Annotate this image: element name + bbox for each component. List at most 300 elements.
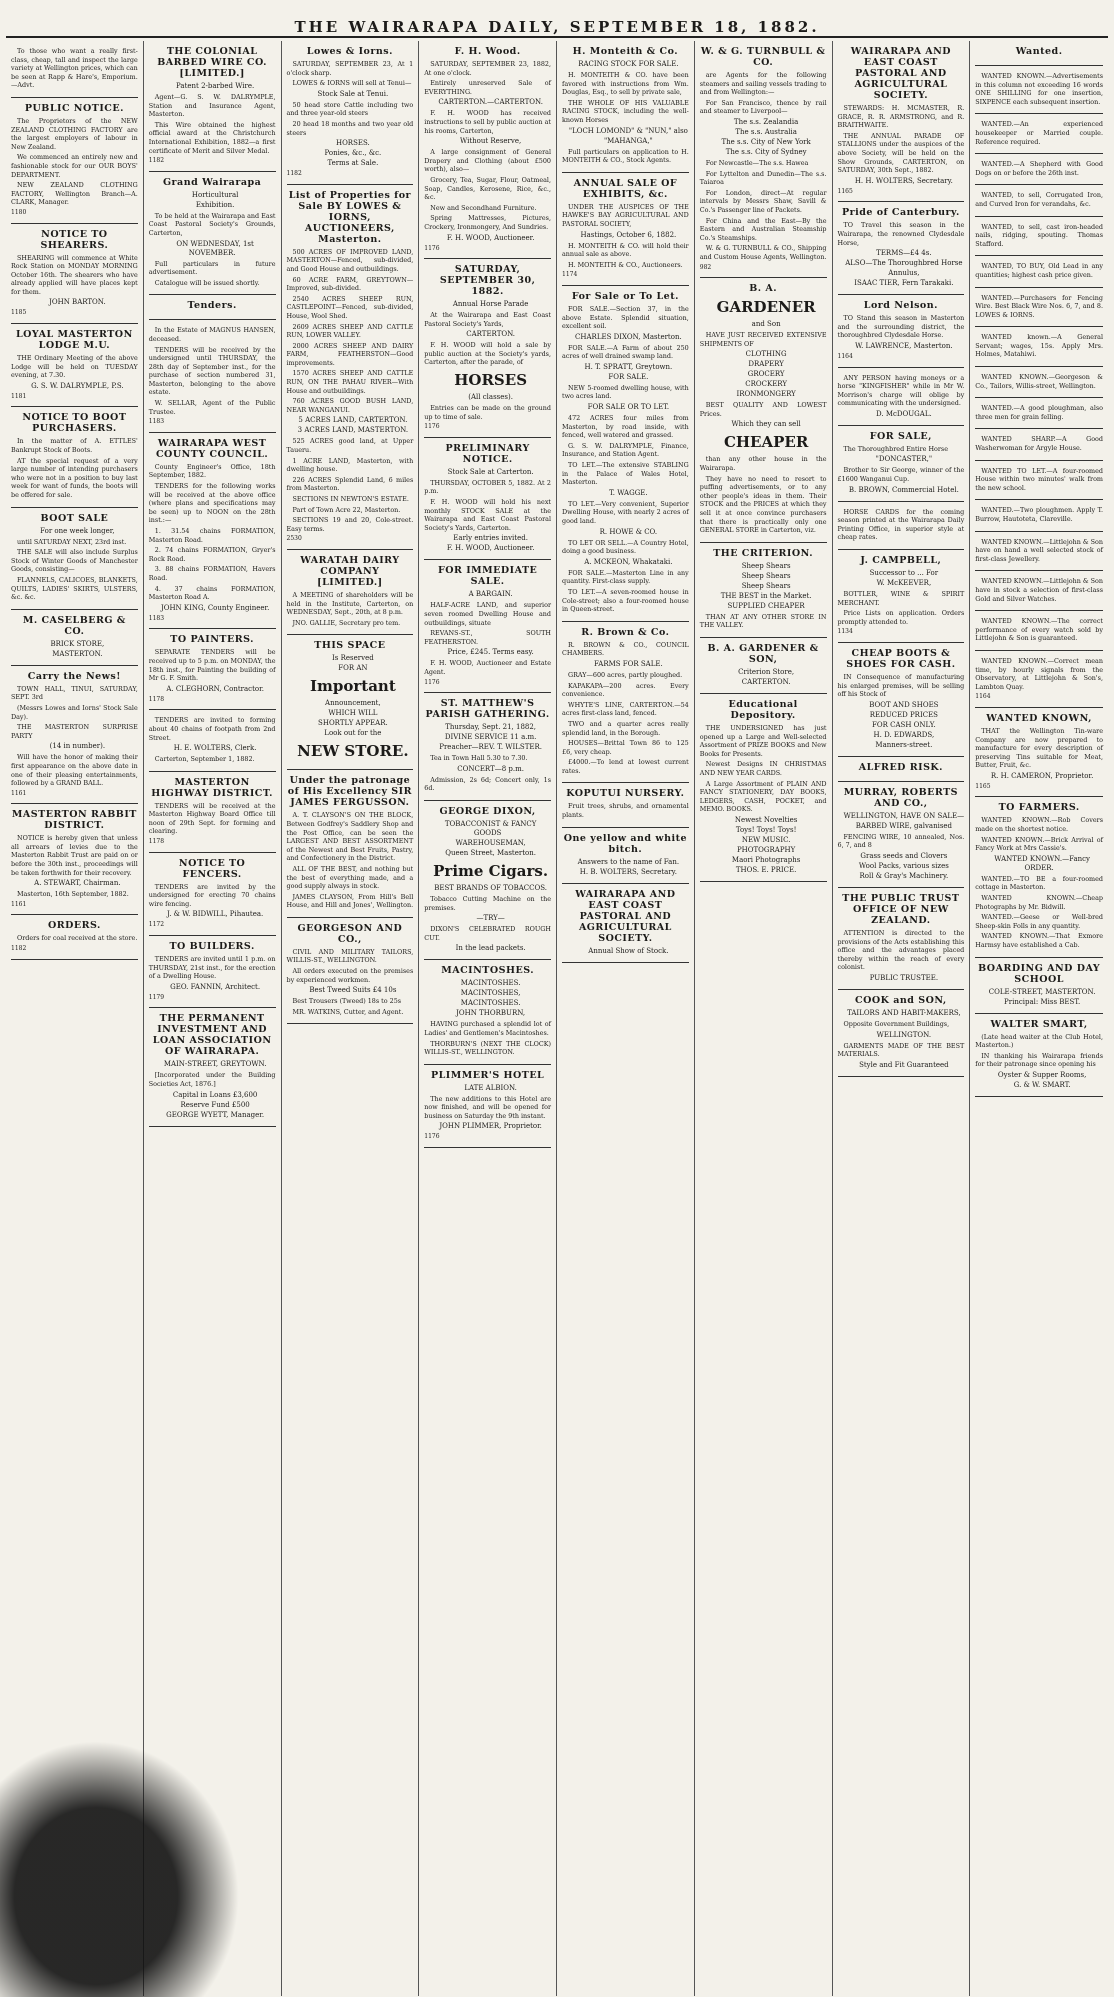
ad-text: KAPAKAPA—200 acres. Every convenience. [562,681,689,699]
ad-text: STEWARDS: H. MCMASTER, R. GRACE, R. R. ARMSTRONG, and R. BRAITHWAITE. [837,104,965,130]
ad-text: Terms at Sale. [327,159,379,168]
ad-text: ALSO—The Thoroughbred Horse [845,259,963,268]
ad-text: T. WAGGE. [609,488,648,497]
ad-text: RACING STOCK FOR SALE. [578,60,679,68]
ad-text: W. SELLAR, Agent of the Public Trustee. [148,399,276,416]
ad-heading: WAIRARAPA AND EAST COAST PASTORAL AND AGRICULTURAL SOCIETY. [850,46,952,101]
ad-reference-number: 1179 [148,993,165,1001]
advertisement [149,1008,276,1126]
ad-text: TENDERS are invited until 1 p.m. on THURSDAY, 21st inst., for the erection of a Dwelling House. [148,955,276,981]
advertisement [838,502,965,550]
ad-text: SATURDAY, SEPTEMBER 23, 1882, At one o'clock. [424,60,551,77]
ad-text: 2609 ACRES SHEEP AND CATTLE RUN, LOWER VALLEY. [286,322,414,340]
ad-heading: MASTERTON HIGHWAY DISTRICT. [151,776,273,799]
column-6 [695,41,833,1996]
ad-text: All orders executed on the premises by experienced workmen. [286,967,414,984]
ad-text: WANTED, TO BUY, Old Lead in any quantities; highest cash price given. [975,262,1103,279]
advertisement [562,783,689,827]
ad-text: IN thanking his Wairarapa friends for their patronage since opening his [975,1051,1103,1069]
ad-text: WANTED KNOWN.—Cheap Photographs by Mr. Bidwill. [975,894,1103,911]
ad-heading: THIS SPACE [314,640,386,652]
ad-text: GARDENER [716,298,816,317]
advertisement [424,693,551,801]
masthead-title: THE WAIRARAPA DAILY, SEPTEMBER 18, 1882. [294,18,820,36]
ad-text: W. McKEEVER, [876,579,932,588]
ad-text: For San Francisco, thence by rail and steamer to Liverpool— [699,98,827,116]
ad-text: In the Estate of MAGNUS HANSEN, deceased. [148,326,276,343]
ad-text: HALF-ACRE LAND, and superior seven roomed Dwelling House and outbuildings, situate [424,601,551,627]
ad-text: are Agents for the following steamers and sailing vessels trading to and from Wellington:— [699,71,827,97]
ad-text: Ponies, &c., &c. [324,149,382,158]
ad-text: THE SALE will also include Surplus Stock of Winter Goods of Manchester Goods, consisting— [11,548,138,574]
ad-text: HORSES [454,371,528,390]
ad-reference-number: 1161 [11,789,27,797]
ad-text: WANTED TO LET.—A four-roomed House within two minutes' walk from the new school. [975,466,1103,492]
ad-text: Part of Town Acre 22, Masterton. [292,505,401,514]
advertisement [11,41,138,98]
ad-text: THAT the Wellington Tin-ware Company are now prepared to manufacture for every description of preserving Tins suitable for Meat, Butter, Fruit, &c. [975,726,1103,770]
advertisement [975,611,1103,651]
ad-text: Sheep Shears [741,561,791,570]
ad-text: WANTED KNOWN.—Littlejohn & Son have in stock a selection of first-class Gold and Silver Watches. [975,577,1103,603]
ad-heading: ANNUAL SALE OF EXHIBITS, &c. [573,177,678,200]
ad-text: THE UNDERSIGNED has just opened up a Large and Well-selected Assortment of PRIZE BOOKS and New Books for Presents. [699,724,827,758]
ad-text: NEW MUSIC. [741,835,791,844]
ad-text: than any other house in the Wairarapa. [699,455,827,473]
advertisement [424,960,551,1064]
ad-text: NEW 5-roomed dwelling house, with two acres land. [562,383,689,401]
ad-reference-number: 1134 [837,628,853,636]
ad-heading: Pride of Canterbury. [841,207,960,219]
ad-text: CONCERT—8 p.m. [457,764,524,773]
ad-text: AT the special request of a very large number of intending purchasers who were not in a position to buy last week for want of funds, the boots will be offered for sale. [11,456,138,499]
ad-text: Hastings, October 6, 1882. [580,230,677,239]
ad-text: BRICK STORE, [50,639,105,648]
ad-text: FOR AN [338,664,368,673]
ad-text: F. H. WOOD will hold his next monthly STOCK SALE at the Wairarapa and East Coast Pastoral Society's Yards, Carterton. [424,498,551,532]
ad-text: CHARLES DIXON, Masterton. [575,332,682,341]
column-4 [419,41,557,1996]
advertisement [975,217,1103,257]
ad-heading: B. A. [749,283,778,295]
ad-reference-number: 1165 [837,187,853,195]
ad-text: BOTTLER, WINE & SPIRIT MERCHANT. [837,590,965,607]
ad-text: and Son [751,320,781,329]
ad-text: WANTED SHARP.—A Good Washerwoman for Argyle House. [975,435,1103,453]
ad-text: 50 head store Cattle including two and three year-old steers [286,100,414,118]
ad-text: (All classes). [468,393,513,402]
ad-text: SATURDAY, SEPTEMBER 23, At 1 o'clock sharp. [286,60,414,77]
ad-heading: Carry the News! [27,670,121,682]
ad-text: F. H. WOOD will hold a sale by public auction at the Society's yards, Carterton, after the parade, of [424,341,551,367]
advertisement [838,782,965,888]
ad-text: GRAY—600 acres, partly ploughed. [568,670,683,679]
ad-text: WANTED.—Two ploughmen. Apply T. Burrow, Hautoteta, Clareville. [975,506,1103,523]
ad-text: HOUSES—Brittal Town 86 to 125 £6, very cheap. [562,739,689,756]
advertisement [287,550,414,635]
advertisement [838,368,965,426]
ad-text: MACINTOSHES. [460,979,521,988]
ad-text: Full particulars on application to H. MONTEITH & CO., Stock Agents. [562,147,689,165]
advertisement [975,708,1103,798]
ad-text: FOR SALE.—A Farm of about 250 acres of well drained swamp land. [562,343,689,361]
advertisement [11,915,138,959]
ad-text: The s.s. Australia [735,127,797,136]
ad-text: 3. 88 chains FORMATION, Havers Road. [148,565,276,582]
ad-heading: Lord Nelson. [863,300,938,312]
ad-text: The s.s. City of New York [721,137,811,146]
ad-text: H. T. SPRATT, Greytown. [584,362,673,371]
ad-reference-number: 1174 [562,271,578,279]
ad-text: Best Tweed Suits £4 10s [309,986,397,995]
ad-text: HAVING purchased a splendid lot of Ladies' and Gentlemen's Macintoshes. [424,1020,551,1037]
advertisement [975,651,1103,708]
ad-reference-number: 1178 [148,695,165,703]
ad-text: GEORGE WYETT, Manager. [166,1110,265,1119]
ad-text: Announcement, [325,699,381,708]
ad-text: Entries can be made on the ground up to time of sale. [424,404,551,421]
ad-heading: GEORGE DIXON, [439,805,536,817]
ad-text: H. D. EDWARDS, [873,730,935,739]
ad-heading: WARATAH DAIRY COMPANY [LIMITED.] [300,554,400,588]
ad-heading: GEORGESON AND CO., [297,922,403,945]
advertisement [287,635,414,770]
ad-heading: NOTICE TO SHEARERS. [40,228,109,251]
ad-heading: THE CRITERION. [713,547,814,559]
masthead [6,6,1108,38]
ad-text: Successor to ... For [869,569,939,578]
ad-heading: NOTICE TO BOOT PURCHASERS. [22,412,127,435]
ad-text: Roll & Gray's Machinery. [859,871,949,880]
ad-text: WANTED.—Purchasers for Fencing Wire. Best Black Wire Nos. 6, 7, and 8. LOWES & IORNS. [975,293,1103,319]
advertisement [149,41,276,172]
ad-text: Entirely unreserved Sale of EVERYTHING. [424,79,551,96]
ad-text: A large consignment of General Drapery and Clothing (about £500 worth), also— [424,148,551,174]
ad-text: DIVINE SERVICE 11 a.m. [444,733,537,742]
advertisement [838,41,965,202]
advertisement [975,185,1103,216]
ad-heading: KOPUTUI NURSERY. [566,788,685,800]
ad-heading: Tenders. [187,300,237,312]
ad-text: CIVIL AND MILITARY TAILORS, WILLIS-ST., WELLINGTON. [286,947,414,965]
ad-text: TENDERS will be received at the Masterton Highway Board Office till noon of 29th Sept. for forming and clearing. [148,801,276,836]
ad-text: 3 ACRES LAND, MASTERTON. [297,426,409,435]
advertisement [838,202,965,295]
ad-text: Queen Street, Masterton. [445,848,536,857]
ad-text: County Engineer's Office, 18th September, 1882. [148,462,276,480]
ad-text: Important [309,677,396,696]
ad-text: BOOT AND SHOES [869,700,939,709]
ad-text: JOHN PLIMMER, Proprietor. [439,1122,542,1131]
advertisement [11,98,138,224]
ad-heading: PUBLIC NOTICE. [24,102,124,114]
ad-text: Best Trousers (Tweed) 18s to 25s [292,997,402,1006]
ad-heading: For Sale or To Let. [571,290,679,302]
ad-text: DIXON'S CELEBRATED ROUGH CUT. [424,925,551,942]
ad-text: WELLINGTON, HAVE ON SALE— [843,811,965,820]
ad-text: CARTERTON. [741,678,791,686]
ad-reference-number: 1176 [424,678,440,686]
advertisement [562,41,689,173]
ad-heading: PLIMMER'S HOTEL [430,1069,545,1081]
ad-text: WANTED.—A Shepherd with Good Dogs on or before the 26th inst. [975,160,1103,177]
ad-text: FARMS FOR SALE. [594,659,663,668]
ad-text: FOR SALE.—Section 37, in the above Estate. Splendid situation, excellent soil. [562,304,689,331]
ad-heading: R. Brown & Co. [581,626,670,638]
ad-text: The new additions to this Hotel are now finished, and will be opened for business on Saturday the 9th instant. [424,1094,551,1120]
ad-text: WANTED known.—A General Servant; wages, 15s. Apply Mrs. Holmes, Matahiwi. [975,333,1103,359]
ad-text: THAN AT ANY OTHER STORE IN THE VALLEY. [699,612,827,630]
ad-text: Early entries invited. [453,534,528,543]
ad-text: H. MONTEITH & CO. will hold their annual sale as above. [562,241,689,259]
ad-text: SECTIONS 19 and 20, Cole-street. Easy terms. [286,516,414,533]
advertisement [287,41,414,185]
ad-text: G. & W. SMART. [1013,1080,1071,1089]
advertisement [287,770,414,918]
ad-text: Which they can sell [731,420,801,429]
advertisement [975,114,1103,154]
ad-heading: WAIRARAPA WEST COUNTY COUNCIL. [155,437,269,460]
ad-text: Opposite Government Buildings, [843,1019,950,1028]
ad-text: Annual Horse Parade [452,300,529,309]
advertisement [700,41,827,278]
advertisement [11,804,138,915]
advertisement [149,853,276,936]
ad-text: Full particulars in future advertisement. [148,259,276,277]
ad-text: Orders for coal received at the store. [17,934,138,943]
ad-text: 472 ACRES four miles from Masterton, by road inside, with fenced, well watered and grassed. [562,414,689,440]
ad-text: JOHN BARTON. [49,298,106,307]
ad-reference-number: 1176 [424,1133,440,1141]
ad-text: Exhibition. [195,200,235,209]
ad-heading: Educational Depository. [728,699,798,721]
ad-text: TERMS—£4 4s. [876,249,932,258]
ad-text: G. S. W. DALRYMPLE, Finance, Insurance, and Station Agent. [562,441,689,459]
ad-text: We commenced an entirely new and fashionable stock for our OUR BOYS' DEPARTMENT. [11,153,138,179]
ad-text: WHYTE'S LINE, CARTERTON.—54 acres first-class land, fenced. [562,700,689,718]
ad-text: To be held at the Wairarapa and East Coast Pastoral Society's Grounds, Carterton, [148,211,276,237]
advertisement [975,367,1103,398]
ad-heading: TO BUILDERS. [169,941,255,953]
ad-text: FOR SALE. [608,372,649,381]
ad-heading: Under the patronage of His Excellency SIR JAMES FERGUSSON. [287,775,412,809]
ad-text: Patent 2-barbed Wire. [176,82,255,90]
ad-text: New and Secondhand Furniture. [430,203,537,212]
ad-text: Without Reserve, [460,137,522,146]
ad-text: Fruit trees, shrubs, and ornamental plants. [562,802,689,820]
advertisement [975,154,1103,185]
ad-text: FOR SALE OR TO LET. [587,403,670,412]
ad-heading: MACINTOSHES. [441,965,535,977]
advertisement [562,286,689,622]
ad-heading: ST. MATTHEW'S PARISH GATHERING. [425,698,550,721]
column-2 [144,41,282,1996]
ad-text: To those who want a really first-class, cheap, tall and inspect the large variety at Wellington prices, which can be seen at Rapp & Hare's, Emporium.—Advt. [11,47,138,90]
ad-text: ON WEDNESDAY, 1st NOVEMBER. [176,239,254,257]
ad-text: TWO and a quarter acres really splendid land, in the Borough. [562,719,689,737]
advertisement [838,550,965,643]
ad-text: WANTED.—Geese or Well-bred Sheep-skin Folls in any quantity. [975,913,1103,930]
ad-text: THOS. E. PRICE. [735,865,797,874]
ad-text: A BARGAIN. [468,590,513,599]
ad-text: TOBACCONIST & FANCY GOODS [444,819,537,837]
ad-text: TENDERS are invited to forming about 40 chains of footpath from 2nd Street. [148,716,276,742]
ad-text: Toys! Toys! Toys! [735,825,797,834]
ad-text: D. McDOUGAL. [876,409,932,418]
ad-text: CHEAPER [723,433,809,452]
ad-text: For London, direct—At regular intervals by Messrs Shaw, Savill & Co.'s Passenger line of Packets. [699,188,827,214]
advertisement [975,256,1103,287]
advertisement [975,398,1103,429]
ad-text: Principal: Miss BEST. [1004,997,1081,1006]
ad-text: TO LET.—Very convenient, Superior Dwelling House, with nearly 2 acres of good land. [562,499,689,525]
ad-text: THE MASTERTON SURPRISE PARTY [11,723,138,740]
ad-text: At the Wairarapa and East Coast Pastoral Society's Yards, [424,311,551,328]
advertisement [975,1014,1103,1097]
ad-text: GARMENTS MADE OF THE BEST MATERIALS. [837,1041,965,1059]
ad-text: A. T. CLAYSON'S ON THE BLOCK, Between Godfrey's Saddlery Shop and the Post Office, can be seen the LARGEST AND BEST ASSORTMENT of the Newest and Best Fruits, Pastry, and Confectionery in the District. [286,811,414,863]
ad-text: Capital in Loans £3,600 [172,1090,258,1099]
ad-text: 760 ACRES GOOD BUSH LAND, NEAR WANGANUI. [286,397,414,414]
ad-text: IRONMONGERY [736,390,796,399]
ad-heading: Lowes & Iorns. [306,46,393,57]
advertisement [838,990,965,1077]
ad-text: ISAAC TIER, Fern Tarakaki. [854,279,954,288]
ad-text: 5 ACRES LAND, CARTERTON. [298,416,408,425]
ad-text: G. S. W. DALRYMPLE, P.S. [31,381,124,390]
ad-heading: BOOT SALE [40,512,109,524]
ad-text: 20 head 18 months and two year old steers [286,119,414,137]
advertisement [424,259,551,438]
ad-text: ATTENTION is directed to the provisions of the Acts establishing this office and the advantages placed thereby within the reach of every colonist. [837,928,965,972]
ad-text: J. & W. BIDWILL, Pihautea. [166,910,264,919]
ad-reference-number: 1172 [148,921,165,929]
ad-text: For Lyttelton and Dunedin—The s.s. Taiaroa [699,169,827,187]
advertisement [149,936,276,1008]
ad-text: "MAHANGA," [603,136,653,145]
ad-text: F. H. WOOD, Auctioneer. [446,544,535,553]
advertisement [424,1065,551,1148]
ad-text: A Large Assortment of PLAIN AND FANCY STATIONERY, DAY BOOKS, LEDGERS, CASH, POCKET, and MEMO. BOOKS. [699,779,827,814]
ad-text: NOTICE is hereby given that unless all arrears of levies due to the Masterton Rabbit Trust are paid on or before the 30th inst., proceedings will be taken forthwith for their recovery. [11,834,138,877]
ad-text: BARBED WIRE, galvanised [855,821,953,830]
ad-text: IN Consequence of manufacturing his enlarged premises, will be selling off his Stock of [837,673,965,699]
ad-heading: WALTER SMART, [990,1018,1088,1030]
ad-text: H. B. WOLTERS, Secretary. [579,867,677,876]
ad-text: Wool Packs, various sizes [858,861,949,870]
ad-text: 60 ACRE FARM, GREYTOWN—Improved, sub-divided. [286,275,414,293]
ad-text: F. H. WOOD, Auctioneer and Estate Agent. [424,659,551,676]
ad-text: GROCERY [747,370,785,379]
ad-text: 1 ACRE LAND, Masterton, with dwelling house. [286,456,414,474]
ad-text: Stock Sale at Carterton. [447,467,534,476]
ad-reference-number: 1182 [286,170,302,178]
ad-text: PUBLIC TRUSTEE. [869,973,939,982]
ad-text: NEW STORE. [297,742,409,761]
ad-text: TENDERS for the following works will be received at the above office (where plans and specifications may be seen) up to NOON on the 28th inst.:— [148,482,276,525]
ad-text: The s.s. City of Sydney [725,147,807,156]
ad-text: Horticultural [191,190,239,199]
ad-text: Price Lists on application. Orders promptly attended to. [837,609,965,626]
ad-text: THE WHOLE OF HIS VALUABLE RACING STOCK, including the well-known Horses [562,98,689,124]
ad-text: TO LET OR SELL.—A Country Hotel, doing a good business. [562,538,689,556]
advertisement [11,508,138,610]
ad-reference-number: 1165 [975,782,991,790]
ad-text: MACINTOSHES, [460,989,521,998]
ad-heading: MURRAY, ROBERTS AND CO., [843,786,958,809]
advertisement [562,622,689,784]
ad-text: Grocery, Tea, Sugar, Flour, Oatmeal, Soap, Candles, Kerosene, Rice, &c., &c. [424,175,551,202]
ad-text: WANTED.—An experienced housekeeper or Married couple. Reference required. [975,120,1103,146]
ad-text: (Late head waiter at the Club Hotel, Masterton.) [975,1032,1103,1050]
advertisement [975,532,1103,572]
ad-reference-number: 1164 [837,352,853,360]
ad-text: CLOTHING [745,350,787,359]
ad-text: 525 ACRES good land, at Upper Taueru. [286,437,414,455]
ad-text: Newest Novelties [734,815,798,824]
ad-text: 2540 ACRES SHEEP RUN, CASTLEPOINT—Fenced, sub-divided, House, Wool Shed. [286,294,414,320]
ad-text: Newest Designs IN CHRISTMAS AND NEW YEAR CARDS. [699,760,827,777]
ad-text: THE Ordinary Meeting of the above Lodge will be held on TUESDAY evening, at 7.30. [11,354,138,380]
ad-text: Tobacco Cutting Machine on the premises. [424,894,551,912]
ad-text: 2. 74 chains FORMATION, Gryer's Rock Road. [148,546,276,563]
ad-text: For Newcastle—The s.s. Hawea [705,158,809,167]
ad-text: WANTED, to sell, cast iron-headed nails, ridging, spouting. Thomas Stafford. [975,222,1103,248]
ad-heading: ALFRED RISK. [858,761,943,773]
ad-text: BEST BRANDS OF TOBACCOS. [434,883,548,892]
ad-text: In the lead packets. [455,944,526,953]
ad-text: NEW ZEALAND CLOTHING FACTORY, Wellington Branch—A. CLARK, Manager. [11,181,138,207]
advertisement [11,224,138,325]
ad-text: CARTERTON. [466,330,516,339]
ad-reference-number: 982 [699,263,712,271]
advertisement [287,185,414,550]
ad-text: COLE-STREET, MASTERTON. [988,987,1096,996]
ad-text: FENCING WIRE, 10 annealed, Nos. 6, 7, and 8 [837,832,965,850]
ad-heading: List of Properties for Sale BY LOWES & IORNS, AUCTIONEERS, Masterton. [288,189,412,245]
ad-text: HORSE CARDS for the coming season printed at the Wairarapa Daily Printing Office, in superior style at cheap rates. [837,507,965,542]
ad-text: WANTED KNOWN.—The correct performance of every watch sold by Littlejohn & Son is guaranteed. [975,617,1103,643]
ad-text: WANTED KNOWN.—That Exmore Harmsy have established a Cab. [975,932,1103,949]
ad-text: REVANS-ST., SOUTH FEATHERSTON. [424,629,551,646]
ad-text: ALL OF THE BEST, and nothing but the best of everything made, and a good supply always in stock. [286,864,414,891]
ad-text: R. HOWE & CO. [599,527,658,536]
ad-text: Criterion Store, [738,668,795,676]
ad-reference-number: 1178 [148,838,165,846]
ad-heading: BOARDING AND DAY SCHOOL [978,962,1101,985]
ad-reference-number: 1183 [148,614,165,622]
ad-text: Prime Cigars. [433,861,549,880]
ad-text: WHICH WILL [328,709,378,718]
ad-text: A. STEWART, Chairman. [34,879,121,888]
ad-reference-number: 1164 [975,693,991,701]
ad-text: HORSES. [335,139,370,148]
advertisement [975,41,1103,66]
ad-heading: MASTERTON RABBIT DISTRICT. [11,809,137,832]
ad-text: DRAPERY [748,360,784,369]
ad-text: FOR SALE.—Masterton Line in any quantity. First-class supply. [562,568,689,586]
ad-text: Annual Show of Stock. [588,946,669,955]
column-8 [970,41,1108,1996]
advertisement [975,461,1103,501]
ad-text: TENDERS are invited by the undersigned for erecting 70 chains wire fencing. [148,882,276,908]
ad-text: R. BROWN & CO., COUNCIL CHAMBERS. [562,640,689,658]
ad-text: WANTED KNOWN.—Georgeson & Co., Tailors, Willis-street, Wellington. [975,373,1103,390]
ad-text: [Incorporated under the Building Societies Act, 1876.] [148,1071,276,1088]
advertisement [700,694,827,882]
ad-text: MR. WATKINS, Cutter, and Agent. [292,1007,404,1016]
ad-text: 226 ACRES Splendid Land, 6 miles from Masterton. [286,475,414,493]
